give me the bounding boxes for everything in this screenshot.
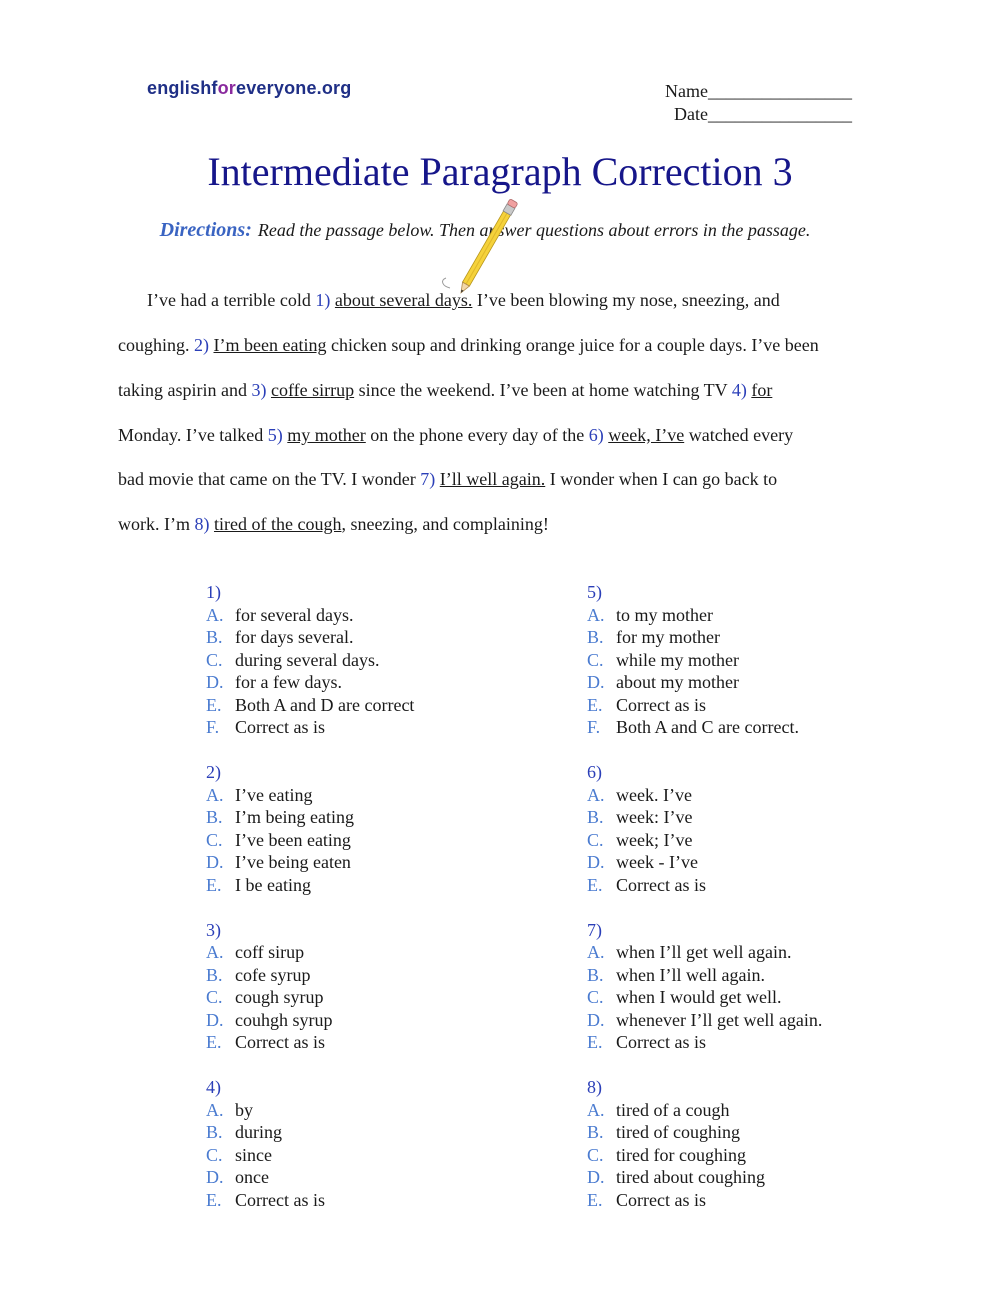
question-4 [206,1076,414,1211]
option-letter: A. [587,784,605,805]
option-letter: A. [206,784,224,805]
error-number-6: 6) [588,425,604,445]
answer-option[interactable] [206,694,414,717]
answer-option[interactable] [206,829,414,852]
option-letter: D. [587,672,605,692]
answer-option[interactable] [587,649,822,672]
passage-text: , sneezing, and complaining! [341,514,549,534]
option-text: for several days. [235,604,354,625]
option-text: to my mother [616,604,713,625]
answer-option[interactable] [206,784,414,807]
option-text: during several days. [235,649,380,670]
answer-option[interactable] [206,1189,414,1212]
answer-option[interactable] [587,1099,822,1122]
option-text: coff sirup [235,942,305,962]
answer-option[interactable] [587,1144,822,1167]
answer-option[interactable] [587,671,822,694]
answer-option[interactable] [206,1144,414,1167]
error-number-5: 5) [267,425,283,445]
answer-option[interactable] [587,829,822,852]
error-phrase-8: tired of the cough [213,514,342,534]
option-text: I’ve been eating [235,829,351,850]
option-text: I’m being eating [235,807,354,827]
option-letter: F. [587,717,601,737]
passage-text: watched every [684,425,794,445]
option-text: tired for coughing [616,1144,746,1165]
error-number-4: 4) [731,380,747,400]
answer-option[interactable] [587,851,822,874]
page-title: Intermediate Paragraph Correction 3 [207,149,793,194]
option-letter: A. [587,604,605,625]
option-text: once [235,1167,269,1187]
option-text: week; I’ve [616,829,693,850]
option-text: for days several. [235,627,354,647]
option-letter: B. [587,964,604,985]
answer-option[interactable] [206,671,414,694]
option-letter: F. [206,717,220,737]
option-letter: C. [587,829,604,850]
option-letter: B. [206,807,223,827]
option-letter: B. [587,627,604,647]
option-text: about my mother [616,672,739,692]
answer-option[interactable] [587,1031,822,1054]
passage-text: I’ve been blowing my nose, sneezing, and [472,290,780,310]
option-text: week: I’ve [616,807,693,827]
passage-text: Monday. I’ve talked [118,425,268,445]
question-8 [587,1076,822,1211]
option-letter: C. [587,1144,604,1165]
answer-option[interactable] [206,806,414,829]
questions-right-column [587,581,822,1234]
option-letter: D. [206,1167,224,1187]
passage-line-5 [118,468,777,490]
option-text: Both A and C are correct. [616,717,799,737]
option-text: Correct as is [235,1032,325,1052]
passage-line-2 [118,334,819,356]
answer-option[interactable] [206,964,414,987]
site-logo[interactable] [147,78,351,99]
option-text: whenever I’ll get well again. [616,1009,823,1030]
answer-option[interactable] [587,1121,822,1144]
answer-option[interactable] [587,716,822,739]
directions-label: Directions: [159,219,252,241]
question-number: 7) [587,919,602,940]
answer-option[interactable] [587,964,822,987]
error-phrase-4: for [751,380,773,400]
option-text: I be eating [235,874,311,895]
answer-option[interactable] [206,986,414,1009]
option-letter: A. [206,1099,224,1120]
option-text: for my mother [616,627,720,647]
option-text: I’ve eating [235,784,313,805]
option-text: tired of a cough [616,1099,730,1120]
answer-option[interactable] [206,604,414,627]
option-letter: B. [587,1122,604,1142]
question-3 [206,919,414,1054]
passage-line-3 [118,379,772,401]
option-letter: B. [587,807,604,827]
option-letter: E. [206,1032,222,1052]
option-text: couhgh syrup [235,1009,333,1030]
answer-option[interactable] [587,784,822,807]
option-letter: E. [587,1032,603,1052]
option-letter: A. [206,604,224,625]
option-letter: C. [206,987,223,1007]
option-text: for a few days. [235,672,342,692]
option-text: week. I’ve [616,784,692,805]
question-6 [587,761,822,896]
answer-option[interactable] [206,851,414,874]
option-letter: E. [206,874,222,895]
answer-option[interactable] [587,604,822,627]
logo-text-part3: everyone.org [236,78,352,98]
questions-left-column [206,581,414,1234]
passage-line-6 [118,513,549,535]
answer-option[interactable] [206,874,414,897]
option-letter: B. [206,627,223,647]
option-letter: C. [206,1144,223,1165]
error-number-1: 1) [315,290,331,310]
answer-option[interactable] [206,1009,414,1032]
answer-option[interactable] [587,874,822,897]
option-text: cofe syrup [235,964,311,985]
option-text: during [235,1122,282,1142]
error-phrase-2: I’m been eating [213,335,327,355]
directions-text: Read the passage below. Then answer questions about errors in the passage. [257,220,811,240]
question-7 [587,919,822,1054]
option-letter: E. [206,1189,222,1210]
error-phrase-5: my mother [287,425,366,445]
option-text: while my mother [616,649,739,670]
answer-option[interactable] [206,1166,414,1189]
passage-line-1 [118,289,780,311]
option-letter: C. [206,649,223,670]
option-letter: E. [587,1189,603,1210]
answer-option[interactable] [587,806,822,829]
passage-text: taking aspirin and [118,380,252,400]
passage-text: I’ve had a terrible cold [147,290,316,310]
date-field[interactable]: Date________________ [674,104,852,124]
option-letter: B. [206,1122,223,1142]
option-letter: A. [587,1099,605,1120]
passage-text: on the phone every day of the [365,425,589,445]
option-text: Correct as is [616,1032,706,1052]
answer-option[interactable] [587,1009,822,1032]
answer-option[interactable] [587,941,822,964]
option-text: tired of coughing [616,1122,740,1142]
question-number: 5) [587,582,602,602]
option-letter: E. [206,694,222,715]
name-field[interactable]: Name________________ [665,81,852,101]
option-text: tired about coughing [616,1167,765,1187]
option-letter: C. [587,649,604,670]
answer-option[interactable] [206,649,414,672]
error-number-8: 8) [194,514,210,534]
question-5 [587,581,822,739]
passage-text: chicken soup and drinking orange juice for a couple days. I’ve been [326,335,819,355]
answer-option[interactable] [587,986,822,1009]
logo-text-part2: or [217,78,237,98]
option-text: Both A and D are correct [235,694,415,715]
option-letter: C. [587,987,604,1007]
error-number-3: 3) [251,380,267,400]
option-letter: B. [206,964,223,985]
passage-text: bad movie that came on the TV. I wonder [118,469,421,489]
answer-option[interactable] [587,626,822,649]
answer-option[interactable] [206,941,414,964]
passage-line-4 [118,424,793,446]
answer-option[interactable] [587,694,822,717]
option-letter: D. [587,1009,605,1030]
question-number: 1) [206,582,221,602]
option-text: when I’ll get well again. [616,942,792,962]
option-text: Correct as is [235,717,325,737]
name-date-block [620,80,852,126]
answer-option[interactable] [206,1031,414,1054]
option-text: I’ve being eaten [235,852,351,872]
error-phrase-7: I’ll well again. [439,469,546,489]
option-letter: A. [587,942,605,962]
question-1 [206,581,414,739]
answer-option[interactable] [206,626,414,649]
logo-text-part1: englishf [147,78,218,98]
option-text: when I’ll well again. [616,964,765,985]
option-letter: E. [587,874,603,895]
question-number: 2) [206,762,221,782]
question-number: 6) [587,762,602,782]
error-phrase-1: about several days. [334,290,473,310]
passage-text: work. I’m [118,514,195,534]
error-phrase-3: coffe sirrup [270,380,355,400]
answer-option[interactable] [206,1121,414,1144]
question-2 [206,761,414,896]
question-number: 4) [206,1077,221,1097]
option-letter: D. [206,852,224,872]
passage-text: since the weekend. I’ve been at home watching TV [354,380,732,400]
option-text: Correct as is [616,694,706,715]
option-text: Correct as is [616,874,706,895]
option-text: Correct as is [616,1189,706,1210]
error-number-7: 7) [420,469,436,489]
option-letter: D. [587,852,605,872]
answer-option[interactable] [206,716,414,739]
question-number: 3) [206,919,221,940]
answer-option[interactable] [587,1189,822,1212]
option-text: week - I’ve [616,852,698,872]
option-letter: C. [206,829,223,850]
option-letter: E. [587,694,603,715]
answer-option[interactable] [206,1099,414,1122]
option-letter: D. [206,1009,224,1030]
option-letter: D. [206,672,224,692]
error-phrase-6: week, I’ve [608,425,685,445]
pencil-icon [436,196,548,294]
option-text: Correct as is [235,1189,325,1210]
option-letter: A. [206,942,224,962]
option-text: by [235,1099,253,1120]
passage-text: coughing. [118,335,194,355]
option-text: when I would get well. [616,987,782,1007]
option-letter: D. [587,1167,605,1187]
question-number: 8) [587,1077,602,1097]
passage-text: I wonder when I can go back to [545,469,778,489]
option-text: since [235,1144,272,1165]
error-number-2: 2) [194,335,209,355]
answer-option[interactable] [587,1166,822,1189]
option-text: cough syrup [235,987,324,1007]
